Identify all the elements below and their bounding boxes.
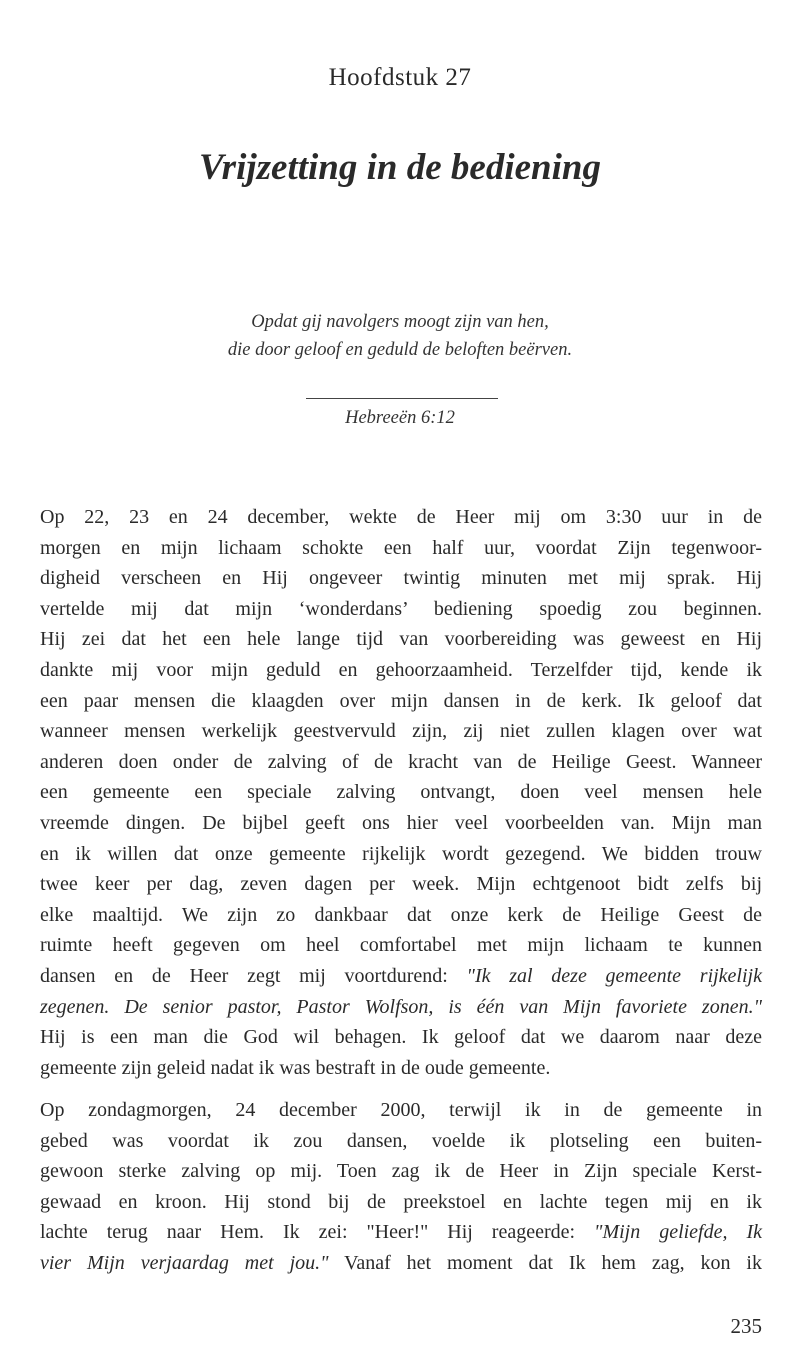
chapter-title: Vrijzetting in de bediening: [199, 147, 601, 188]
text-line: [40, 1220, 762, 1244]
text-line: [40, 1025, 762, 1049]
text-line: [40, 933, 762, 957]
italic-quote: "Mijn geliefde, Ik: [594, 1221, 762, 1244]
text-line: [40, 811, 762, 835]
text-line: [40, 536, 762, 560]
text-segment: lachte terug naar Hem. Ik zei: "Heer!" Hij reageerde:: [40, 1221, 595, 1244]
text-segment: Hij is een man die God wil behagen. Ik geloof dat we daarom naar deze: [40, 1026, 762, 1049]
text-line: [40, 1159, 762, 1183]
text-segment: een paar mensen die klaagden over mijn dansen in de kerk. Ik geloof dat: [40, 689, 762, 712]
text-segment: twee keer per dag, zeven dagen per week. Mijn echtgenoot bidt zelfs bij: [40, 873, 762, 896]
text-segment: gemeente zijn geleid nadat ik was bestraft in de oude gemeente.: [40, 1056, 551, 1079]
text-line: [40, 995, 762, 1019]
text-segment: ruimte heeft gegeven om heel comfortabel met mijn lichaam te kunnen: [40, 934, 762, 957]
italic-quote: "Ik zal deze gemeente rijkelijk: [466, 965, 762, 987]
text-segment: Vanaf het moment dat Ik hem zag, kon ik: [328, 1252, 762, 1274]
text-line: [40, 1251, 762, 1275]
text-segment: morgen en mijn lichaam schokte een half uur, voordat Zijn tegenwoor-: [40, 536, 762, 559]
text-line: [40, 842, 762, 866]
text-segment: wanneer mensen werkelijk geestvervuld zijn, zij niet zullen klagen over wat: [40, 720, 762, 743]
text-line: [40, 627, 762, 651]
text-segment: Op zondagmorgen, 24 december 2000, terwijl ik in de gemeente in: [40, 1099, 762, 1121]
text-segment: vreemde dingen. De bijbel geeft ons hier veel voorbeelden van. Mijn man: [40, 812, 762, 834]
text-segment: elke maaltijd. We zijn zo dankbaar dat onze kerk de Heilige Geest de: [40, 903, 762, 926]
text-segment: dansen en de Heer zegt mij voortdurend:: [40, 965, 467, 987]
text-line: [40, 1098, 762, 1122]
text-segment: gewaad en kroon. Hij stond bij de preekstoel en lachte tegen mij en ik: [40, 1190, 762, 1213]
text-segment: vertelde mij dat mijn ‘wonderdans’ bediening spoedig zou beginnen.: [40, 597, 762, 620]
text-segment: en ik willen dat onze gemeente rijkelijk wordt gezegend. We bidden trouw: [40, 842, 762, 865]
text-line: [40, 719, 762, 743]
chapter-number: Hoofdstuk 27: [328, 64, 472, 91]
text-line: [40, 1056, 762, 1080]
text-line: [40, 1190, 762, 1214]
text-line: [40, 505, 762, 529]
text-line: [40, 689, 762, 713]
text-line: [40, 964, 762, 988]
text-segment: anderen doen onder de zalving of de kracht van de Heilige Geest. Wanneer: [40, 750, 762, 773]
text-line: [40, 750, 762, 774]
text-segment: gewoon sterke zalving op mij. Toen zag ik de Heer in Zijn speciale Kerst-: [40, 1160, 762, 1183]
epigraph-reference: Hebreeën 6:12: [345, 408, 455, 428]
text-segment: gebed was voordat ik zou dansen, voelde ik plotseling een buiten-: [40, 1129, 762, 1152]
epigraph-line: die door geloof en geduld de beloften beërven.: [227, 340, 573, 360]
text-line: [40, 780, 762, 804]
text-line: [40, 658, 762, 682]
text-segment: dankte mij voor mijn geduld en gehoorzaamheid. Terzelfder tijd, kende ik: [40, 659, 762, 681]
epigraph-line: Opdat gij navolgers moogt zijn van hen,: [251, 312, 549, 332]
text-segment: digheid verscheen en Hij ongeveer twintig minuten met mij sprak. Hij: [40, 567, 762, 590]
text-segment: Op 22, 23 en 24 december, wekte de Heer mij om 3:30 uur in de: [40, 506, 762, 528]
italic-quote: vier Mijn verjaardag met jou.": [40, 1252, 329, 1274]
text-line: [40, 872, 762, 896]
text-segment: een gemeente een speciale zalving ontvangt, doen veel mensen hele: [40, 781, 762, 804]
text-line: [40, 903, 762, 927]
epigraph-divider: [306, 398, 498, 399]
italic-quote: zegenen. De senior pastor, Pastor Wolfson, is één van Mijn favoriete zonen.": [40, 995, 762, 1018]
text-segment: Hij zei dat het een hele lange tijd van voorbereiding was geweest en Hij: [40, 628, 762, 651]
text-line: [40, 1129, 762, 1153]
text-line: [40, 566, 762, 590]
text-line: [40, 597, 762, 621]
page-number: 235: [730, 1314, 762, 1338]
